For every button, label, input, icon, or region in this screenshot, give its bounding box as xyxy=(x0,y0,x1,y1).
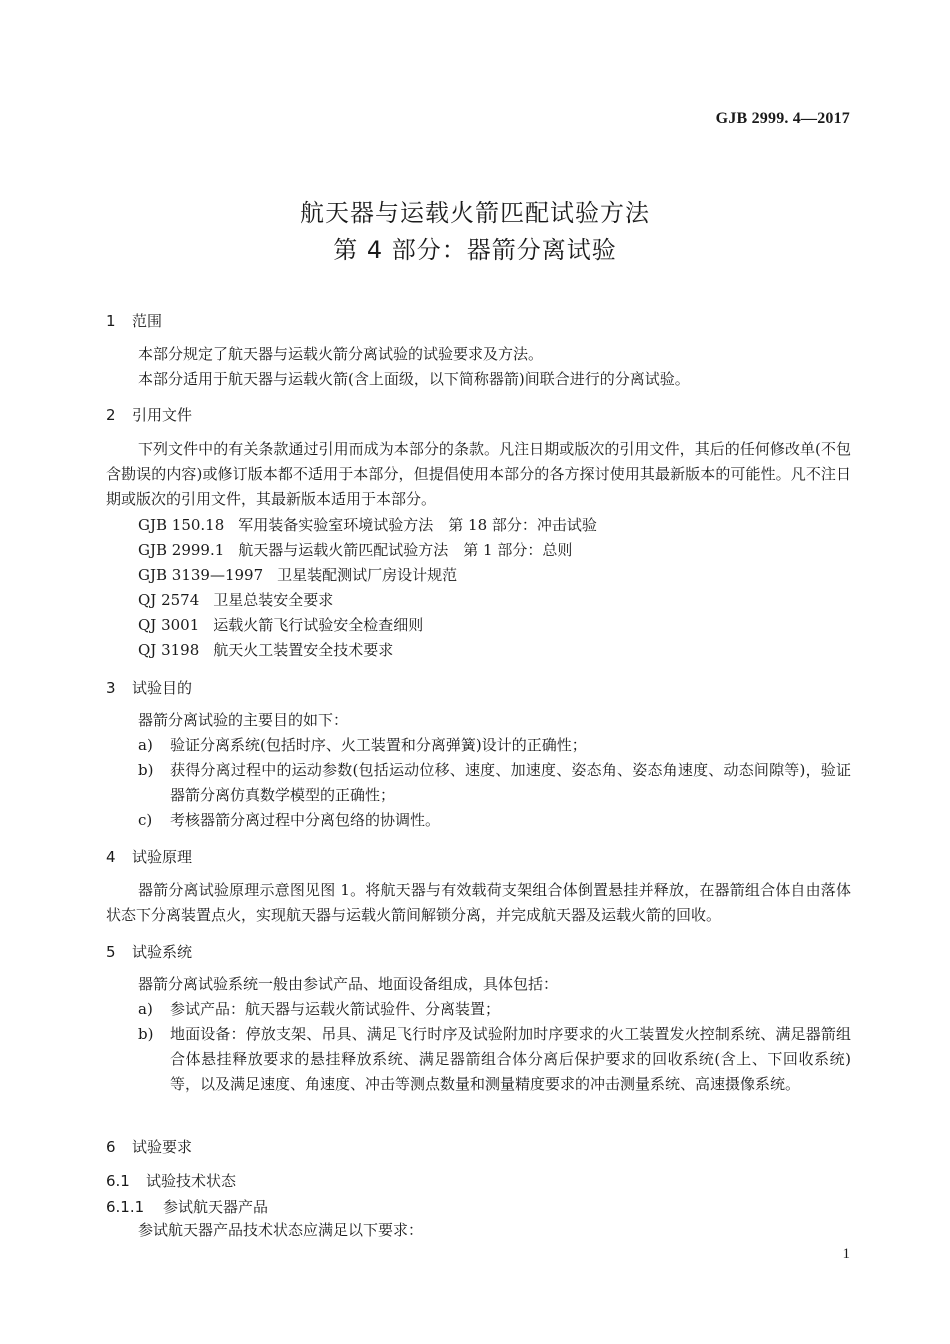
section-1-paragraph-1: 本部分规定了航天器与运载火箭分离试验的试验要求及方法。 xyxy=(138,345,544,363)
section-number: 6 xyxy=(106,1138,116,1156)
section-1-heading xyxy=(106,310,162,332)
list-item: 地面设备：停放支架、吊具、满足飞行时序及试验附加时序要求的火工装置发火控制系统、满足器箭组合体悬挂释放要求的悬挂释放系统、满足器箭组合体分离后保护要求的回收系统(含上、下回收系统)等，以及满足速度、角速度、冲击等测点数量和测量精度要求的冲击测量系统、高速摄像系统。 xyxy=(170,1025,851,1093)
section-number: 4 xyxy=(106,848,116,866)
section-5-heading xyxy=(106,941,192,963)
list-item: 获得分离过程中的运动参数(包括运动位移、速度、加速度、姿态角、姿态角速度、动态间隙等)，验证器箭分离仿真数学模型的正确性； xyxy=(170,761,851,804)
section-6-heading xyxy=(106,1136,192,1158)
section-title: 试验目的 xyxy=(132,679,193,697)
list-marker: a) xyxy=(138,1000,153,1018)
section-title: 范围 xyxy=(132,312,163,330)
list-item: 考核器箭分离过程中分离包络的协调性。 xyxy=(170,811,441,829)
reference-code: QJ 3198 xyxy=(138,641,200,659)
list-marker: b) xyxy=(138,1025,154,1043)
reference-code: GJB 150.18 xyxy=(138,516,225,534)
page-number: 1 xyxy=(842,1246,850,1262)
section-1-paragraph-2: 本部分适用于航天器与运载火箭(含上面级，以下简称器箭)间联合进行的分离试验。 xyxy=(138,370,690,388)
subsection-number: 6.1 xyxy=(106,1172,130,1190)
standard-code: GJB 2999. 4—2017 xyxy=(715,110,850,127)
section-5-intro: 器箭分离试验系统一般由参试产品、地面设备组成，具体包括： xyxy=(138,975,559,993)
reference-code: GJB 3139—1997 xyxy=(138,566,264,584)
reference-title: 航天器与运载火箭匹配试验方法 第 1 部分：总则 xyxy=(238,541,573,559)
reference-item xyxy=(138,614,423,636)
subsection-6-1-heading xyxy=(106,1170,236,1192)
list-marker: b) xyxy=(138,761,154,779)
section-title: 试验原理 xyxy=(132,848,193,866)
reference-item xyxy=(138,514,597,536)
list-marker: c) xyxy=(138,811,153,829)
reference-title: 运载火箭飞行试验安全检查细则 xyxy=(213,616,424,634)
document-title: 航天器与运载火箭匹配试验方法 xyxy=(300,199,650,227)
subsection-title: 参试航天器产品 xyxy=(163,1198,269,1216)
section-number: 3 xyxy=(106,679,116,697)
subsection-title: 试验技术状态 xyxy=(146,1172,237,1190)
section-title: 试验要求 xyxy=(132,1138,193,1156)
list-item: 参试产品：航天器与运载火箭试验件、分离装置； xyxy=(170,1000,501,1018)
reference-item xyxy=(138,564,457,586)
reference-code: QJ 3001 xyxy=(138,616,200,634)
section-4-heading xyxy=(106,846,192,868)
reference-title: 军用装备实验室环境试验方法 第 18 部分：冲击试验 xyxy=(238,516,597,534)
section-6-1-1-paragraph: 参试航天器产品技术状态应满足以下要求： xyxy=(138,1221,424,1239)
reference-title: 航天火工装置安全技术要求 xyxy=(213,641,394,659)
reference-item xyxy=(138,639,393,661)
section-number: 2 xyxy=(106,406,116,424)
reference-code: GJB 2999.1 xyxy=(138,541,225,559)
section-2-paragraph-1: 下列文件中的有关条款通过引用而成为本部分的条款。凡注日期或版次的引用文件，其后的任何修改单(不包含勘误的内容)或修订版本都不适用于本部分，但提倡使用本部分的各方探讨使用其最新版本的可能性。凡不注日期或版次的引用文件，其最新版本适用于本部分。 xyxy=(106,440,851,508)
list-marker: a) xyxy=(138,736,153,754)
section-4-paragraph-1: 器箭分离试验原理示意图见图 1。将航天器与有效载荷支架组合体倒置悬挂并释放，在器箭组合体自由落体状态下分离装置点火，实现航天器与运载火箭间解锁分离，并完成航天器及运载火箭的回收。 xyxy=(106,881,851,924)
reference-title: 卫星总装安全要求 xyxy=(213,591,334,609)
section-title: 引用文件 xyxy=(132,406,193,424)
reference-item xyxy=(138,589,333,611)
reference-item xyxy=(138,539,572,561)
subsection-number: 6.1.1 xyxy=(106,1198,145,1216)
section-number: 5 xyxy=(106,943,116,961)
section-number: 1 xyxy=(106,312,116,330)
section-3-heading xyxy=(106,677,192,699)
document-subtitle: 第 4 部分：器箭分离试验 xyxy=(333,236,617,264)
reference-code: QJ 2574 xyxy=(138,591,200,609)
reference-title: 卫星装配测试厂房设计规范 xyxy=(277,566,458,584)
section-3-intro: 器箭分离试验的主要目的如下： xyxy=(138,711,349,729)
section-title: 试验系统 xyxy=(132,943,193,961)
section-2-heading xyxy=(106,404,192,426)
subsection-6-1-1-heading xyxy=(106,1196,268,1218)
list-item: 验证分离系统(包括时序、火工装置和分离弹簧)设计的正确性； xyxy=(170,736,587,754)
